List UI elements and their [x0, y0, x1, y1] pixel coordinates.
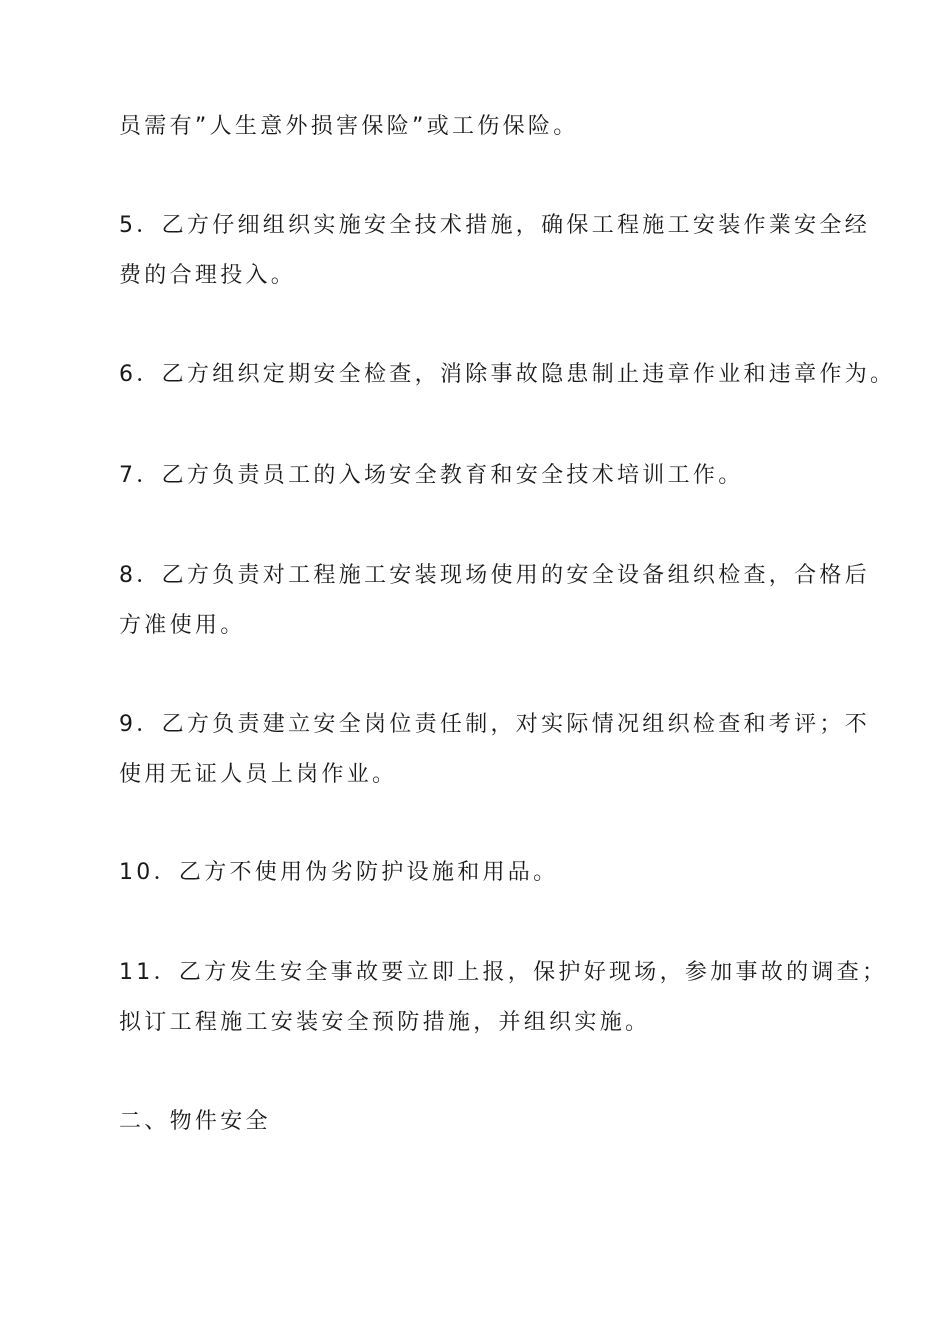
paragraph-line: 员需有”人生意外损害保险”或工伤保险。 — [119, 114, 579, 139]
paragraph-line: 拟订工程施工安装安全预防措施，并组织实施。 — [119, 1010, 651, 1035]
paragraph-line: 8．乙方负责对工程施工安装现场使用的安全设备组织检查，合格后 — [119, 563, 870, 588]
paragraph-line: 6．乙方组织定期安全检查，消除事故隐患制止违章作业和违章作为。 — [119, 362, 896, 387]
paragraph-line: 7．乙方负责员工的入场安全教育和安全技术培训工作。 — [119, 463, 744, 488]
paragraph-line: 11．乙方发生安全事故要立即上报，保护好现场，参加事故的调查； — [119, 960, 888, 985]
paragraph-line: 方准使用。 — [119, 613, 246, 638]
paragraph-line: 10．乙方不使用伪劣防护设施和用品。 — [119, 860, 559, 885]
section-heading: 二、物件安全 — [119, 1109, 271, 1134]
paragraph-line: 费的合理投入。 — [119, 263, 297, 288]
paragraph-line: 9．乙方负责建立安全岗位责任制，对实际情况组织检查和考评；不 — [119, 712, 870, 737]
paragraph-line: 使用无证人员上岗作业。 — [119, 762, 398, 787]
paragraph-line: 5．乙方仔细组织实施安全技术措施，确保工程施工安装作業安全经 — [119, 213, 870, 238]
